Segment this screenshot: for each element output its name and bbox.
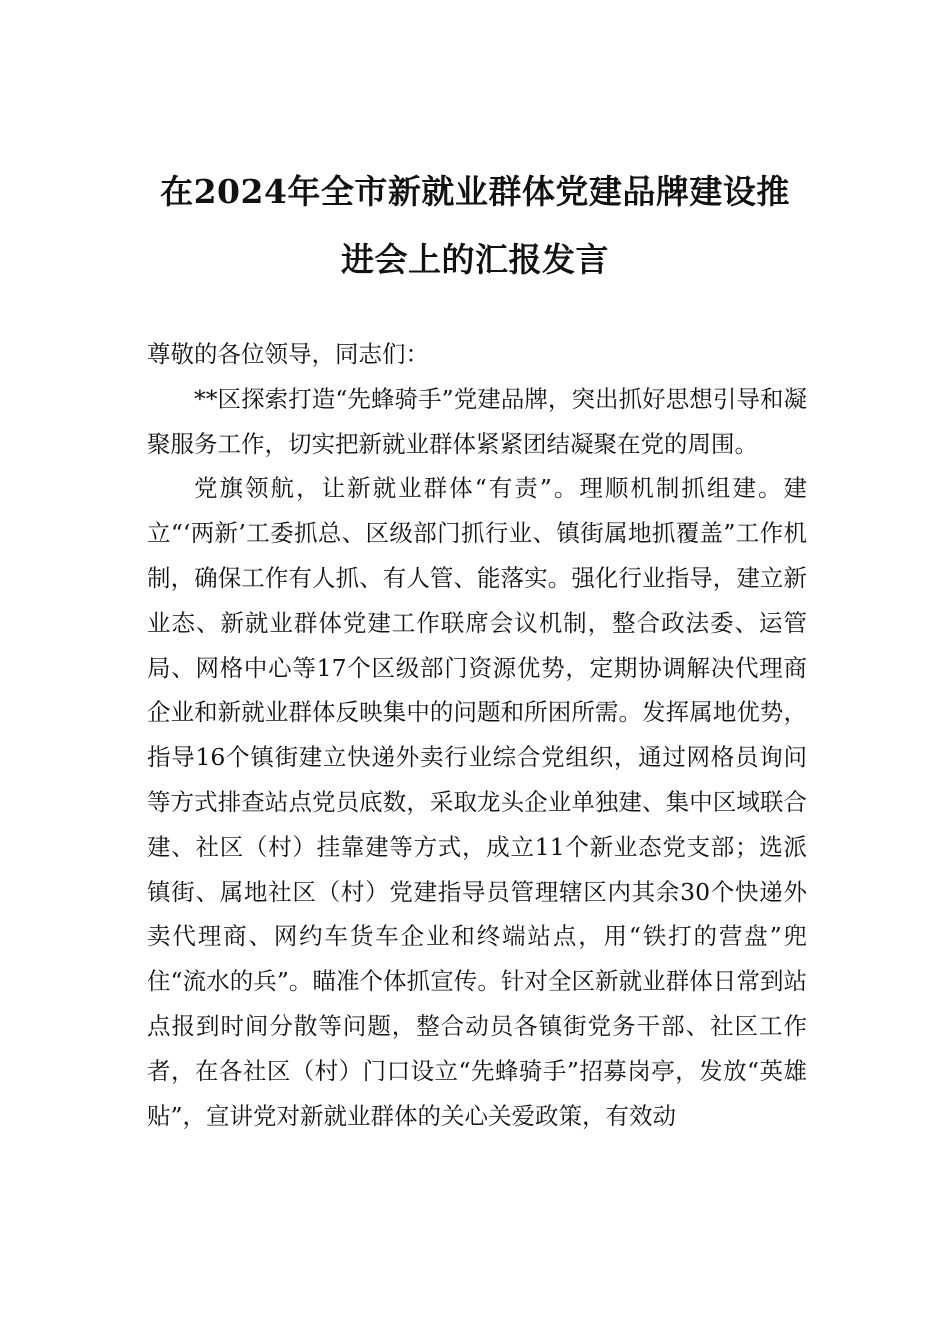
paragraph-intro: **区探索打造“先蜂骑手”党建品牌，突出抓好思想引导和凝聚服务工作，切实把新就业群体紧紧团结凝聚在党的周围。 [147,384,807,458]
document-body [147,332,807,1138]
paragraph-party-flag: 党旗领航，让新就业群体“有责”。理顺机制抓组建。建立“‘两新’工委抓总、区级部门抓行业、镇街属地抓覆盖”工作机制，确保工作有人抓、有人管、能落实。强化行业指导，建立新业态、新就业群体党建工作联席会议机制，整合政法委、运管局、网格中心等17个区级部门资源优势，定期协调解决代理商企业和新就业群体反映集中的问题和所困所需。发挥属地优势，指导16个镇街建立快递外卖行业综合党组织，通过网格员询问等方式排查站点党员底数，采取龙头企业单独建、集中区域联合建、社区（村）挂靠建等方式，成立11个新业态党支部；选派镇街、属地社区（村）党建指导员管理辖区内其余30个快递外卖代理商、网约车货车企业和终端站点，用“铁打的营盘”兜住“流水的兵”。瞄准个体抓宣传。针对全区新就业群体日常到站点报到时间分散等问题，整合动员各镇街党务干部、社区工作者，在各社区（村）门口设立“先蜂骑手”招募岗亭，发放“英雄贴”，宣讲党对新就业群体的关心关爱政策，有效动 [147,474,807,1130]
title-line-1: 在2024年全市新就业群体党建品牌建设推 [160,172,790,211]
title-line-2: 进会上的汇报发言 [341,240,609,279]
salutation: 尊敬的各位领导，同志们： [147,340,429,368]
page-title [140,158,810,294]
